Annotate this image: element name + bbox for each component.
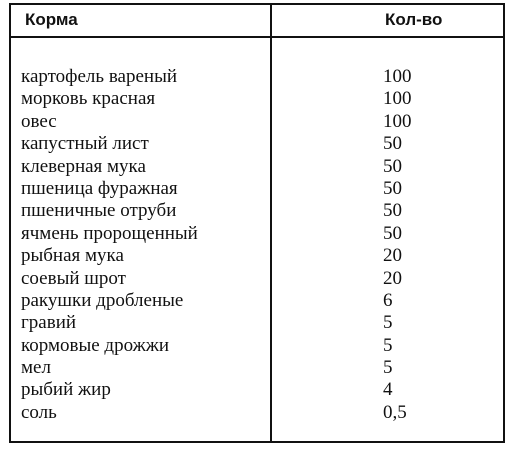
feed-name-cell: пшеничные отруби [21,200,177,222]
quantity-cell: 5 [383,357,393,379]
table-row [11,223,503,245]
feed-name-cell: ячмень пророщенный [21,222,198,244]
table-row [11,111,503,133]
feed-table [9,3,505,443]
feed-name-cell: овес [21,110,57,132]
table-row [11,200,503,222]
quantity-cell: 5 [383,312,393,334]
header-feed: Корма [25,10,78,29]
feed-name-cell: морковь красная [21,88,156,110]
header-quantity: Кол-во [385,10,443,29]
quantity-cell: 50 [383,177,402,199]
feed-name-cell: кормовые дрожжи [21,334,170,356]
feed-name-cell: рыбий жир [21,379,111,401]
quantity-cell: 50 [383,200,402,222]
table-row [11,66,503,88]
table-row [11,290,503,312]
table-row [11,133,503,155]
table-row [11,312,503,334]
table-row [11,268,503,290]
feed-name-cell: картофель вареный [21,66,178,87]
feed-name-cell: соль [21,401,57,423]
table-row [11,402,503,424]
table-header [11,5,503,38]
quantity-cell: 50 [383,155,402,177]
feed-name-cell: мел [21,357,51,379]
feed-name-cell: гравий [21,312,77,334]
quantity-cell: 20 [383,245,402,267]
table-body [11,66,503,424]
table-row [11,335,503,357]
table-row [11,245,503,267]
feed-name-cell: капустный лист [21,133,149,155]
quantity-cell: 20 [383,267,402,289]
feed-name-cell: пшеница фуражная [21,177,178,199]
quantity-cell: 50 [383,133,402,155]
feed-name-cell: рыбная мука [21,245,124,267]
quantity-cell: 0,5 [383,401,407,423]
quantity-cell: 4 [383,379,393,401]
table-row [11,156,503,178]
quantity-cell: 50 [383,222,402,244]
quantity-cell: 100 [383,110,412,132]
table-row [11,379,503,401]
quantity-cell: 6 [383,289,393,311]
quantity-cell: 5 [383,334,393,356]
table-row [11,178,503,200]
table-row [11,357,503,379]
feed-name-cell: соевый шрот [21,267,126,289]
table-row [11,88,503,110]
quantity-cell: 100 [383,88,412,110]
quantity-cell: 100 [383,66,412,87]
feed-name-cell: клеверная мука [21,155,146,177]
feed-name-cell: ракушки дробленые [21,289,184,311]
